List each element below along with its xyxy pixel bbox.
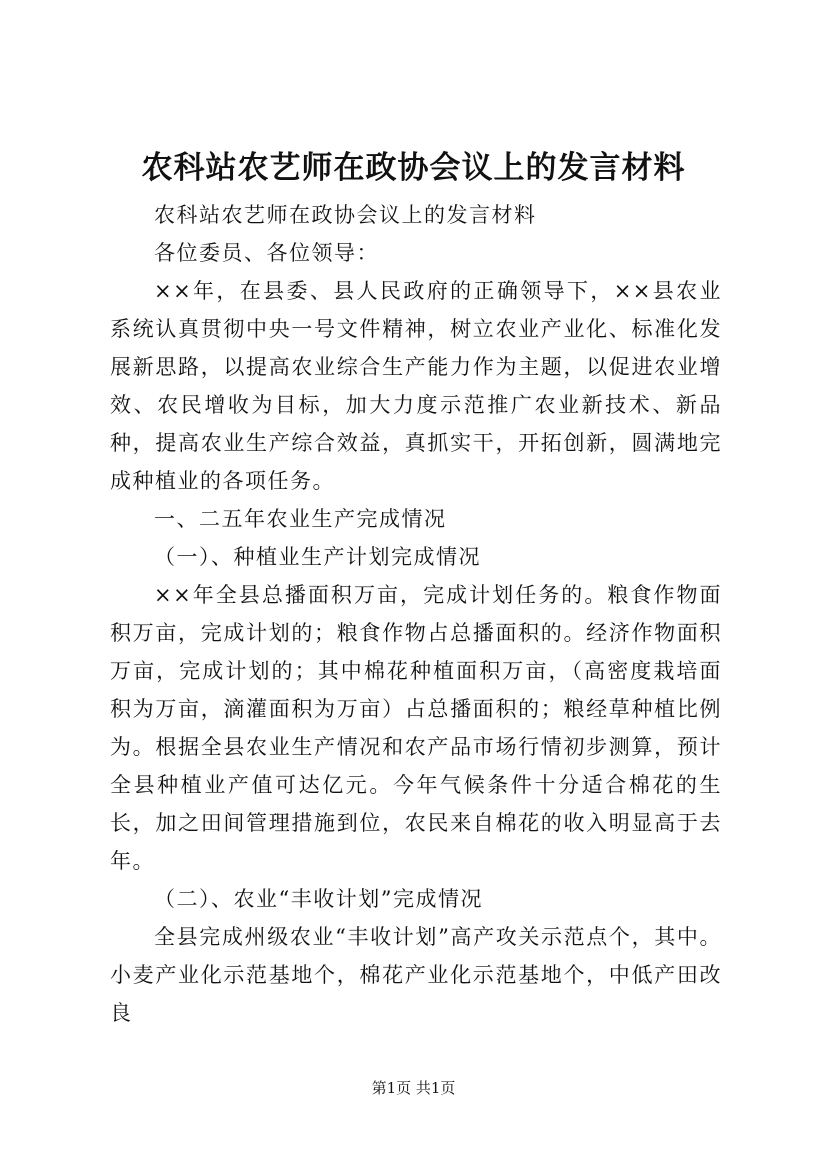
paragraph-subtitle: 农科站农艺师在政协会议上的发言材料: [154, 203, 537, 227]
section-heading-1: 一、二五年农业生产完成情况: [154, 507, 447, 531]
document-title: 农科站农艺师在政协会议上的发言材料: [141, 150, 686, 186]
document-body: [110, 196, 722, 1032]
page-footer: 第1页 共1页: [371, 1079, 456, 1097]
paragraph-intro: ××年，在县委、县人民政府的正确领导下，××县农业系统认真贯彻中央一号文件精神，树立农业产业化、标准化发展新思路，以提高农业综合生产能力作为主题，以促进农业增效、农民增收为目标，加大力度示范推广农业新技术、新品种，提高农业生产综合效益，真抓实干，开拓创新，圆满地完成种植业的各项任务。: [110, 279, 722, 493]
subsection-heading-2: （二）、农业“丰收计划”完成情况: [154, 887, 483, 911]
subsection-heading-1: （一）、种植业生产计划完成情况: [154, 545, 481, 569]
paragraph-salutation: 各位委员、各位领导：: [154, 241, 379, 265]
paragraph-harvest-plan: 全县完成州级农业“丰收计划”高产攻关示范点个，其中。小麦产业化示范基地个，棉花产业化示范基地个，中低产田改良: [110, 925, 722, 1025]
paragraph-planting: ××年全县总播面积万亩，完成计划任务的。粮食作物面积万亩，完成计划的；粮食作物占总播面积的。经济作物面积万亩，完成计划的；其中棉花种植面积万亩，（高密度栽培面积为万亩，滴灌面积为万亩）占总播面积的；粮经草种植比例为。根据全县农业生产情况和农产品市场行情初步测算，预计全县种植业产值可达亿元。今年气候条件十分适合棉花的生长，加之田间管理措施到位，农民来自棉花的收入明显高于去年。: [110, 583, 722, 873]
